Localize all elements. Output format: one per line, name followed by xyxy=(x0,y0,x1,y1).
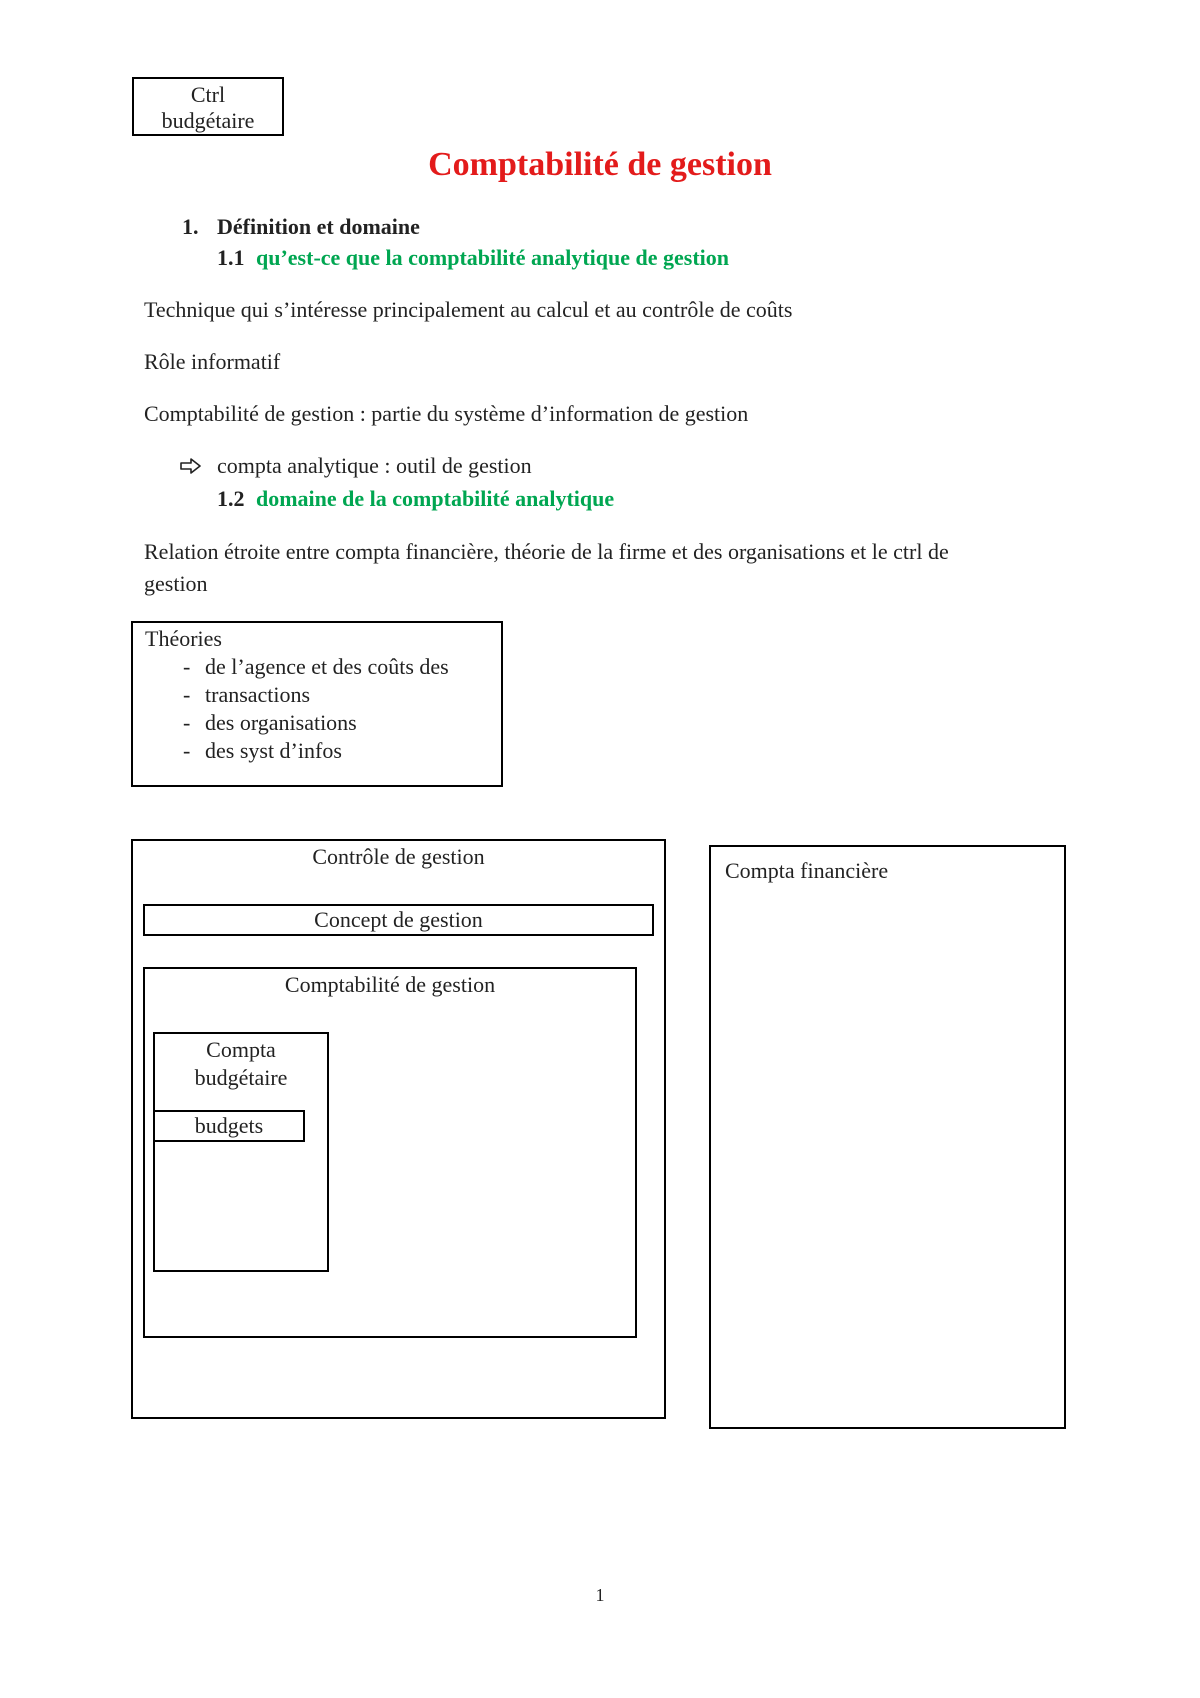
paragraph-comptabilite: Comptabilité de gestion : partie du système d’information de gestion xyxy=(144,401,749,426)
concept-de-gestion-box xyxy=(143,904,654,936)
theory-item-transactions-continued: - transactions xyxy=(133,681,493,709)
theory-item-agence: - de l’agence et des coûts des xyxy=(133,653,493,681)
controle-de-gestion-label: Contrôle de gestion xyxy=(312,844,485,869)
arrow-item-text: compta analytique : outil de gestion xyxy=(217,453,532,478)
paragraph-relation-line1: Relation étroite entre compta financière, théorie de la firme et des organisations et le ctrl de xyxy=(144,539,949,564)
subsection-1-2-heading: domaine de la comptabilité analytique xyxy=(256,486,615,511)
page-title: Comptabilité de gestion xyxy=(428,146,772,183)
subsection-1-1-number: 1.1 xyxy=(217,245,245,270)
compta-budgetaire-line2: budgétaire xyxy=(194,1065,288,1090)
compta-budgetaire-box xyxy=(153,1032,329,1272)
subsection-1-1-heading: qu’est-ce que la comptabilité analytique de gestion xyxy=(256,245,729,270)
outline-right-arrow-icon xyxy=(180,458,202,474)
compta-financiere-label: Compta financière xyxy=(725,858,889,883)
paragraph-role: Rôle informatif xyxy=(144,349,281,374)
page-number: 1 xyxy=(595,1585,605,1605)
theories-title: Théories xyxy=(145,626,222,651)
theory-item-organisations: - des organisations xyxy=(133,709,493,737)
theory-item-syst-infos: - des syst d’infos xyxy=(133,737,493,765)
subsection-1-2-number: 1.2 xyxy=(217,486,245,511)
comptabilite-de-gestion-label: Comptabilité de gestion xyxy=(284,972,496,997)
budgets-box xyxy=(153,1110,305,1142)
compta-financiere-box xyxy=(709,845,1066,1429)
section-heading: Définition et domaine xyxy=(217,214,420,239)
paragraph-relation-line2: gestion xyxy=(144,571,208,596)
ctrl-budgetaire-line1: Ctrl xyxy=(190,82,226,107)
compta-budgetaire-line1: Compta xyxy=(206,1037,276,1062)
theories-list xyxy=(133,653,493,765)
ctrl-budgetaire-line2: budgétaire xyxy=(161,108,255,133)
section-number: 1. xyxy=(182,214,199,239)
concept-de-gestion-label: Concept de gestion xyxy=(314,907,483,932)
budgets-label: budgets xyxy=(194,1113,264,1138)
theories-box xyxy=(131,621,503,787)
paragraph-technique: Technique qui s’intéresse principalement au calcul et au contrôle de coûts xyxy=(144,297,793,322)
ctrl-budgetaire-box xyxy=(132,77,284,136)
